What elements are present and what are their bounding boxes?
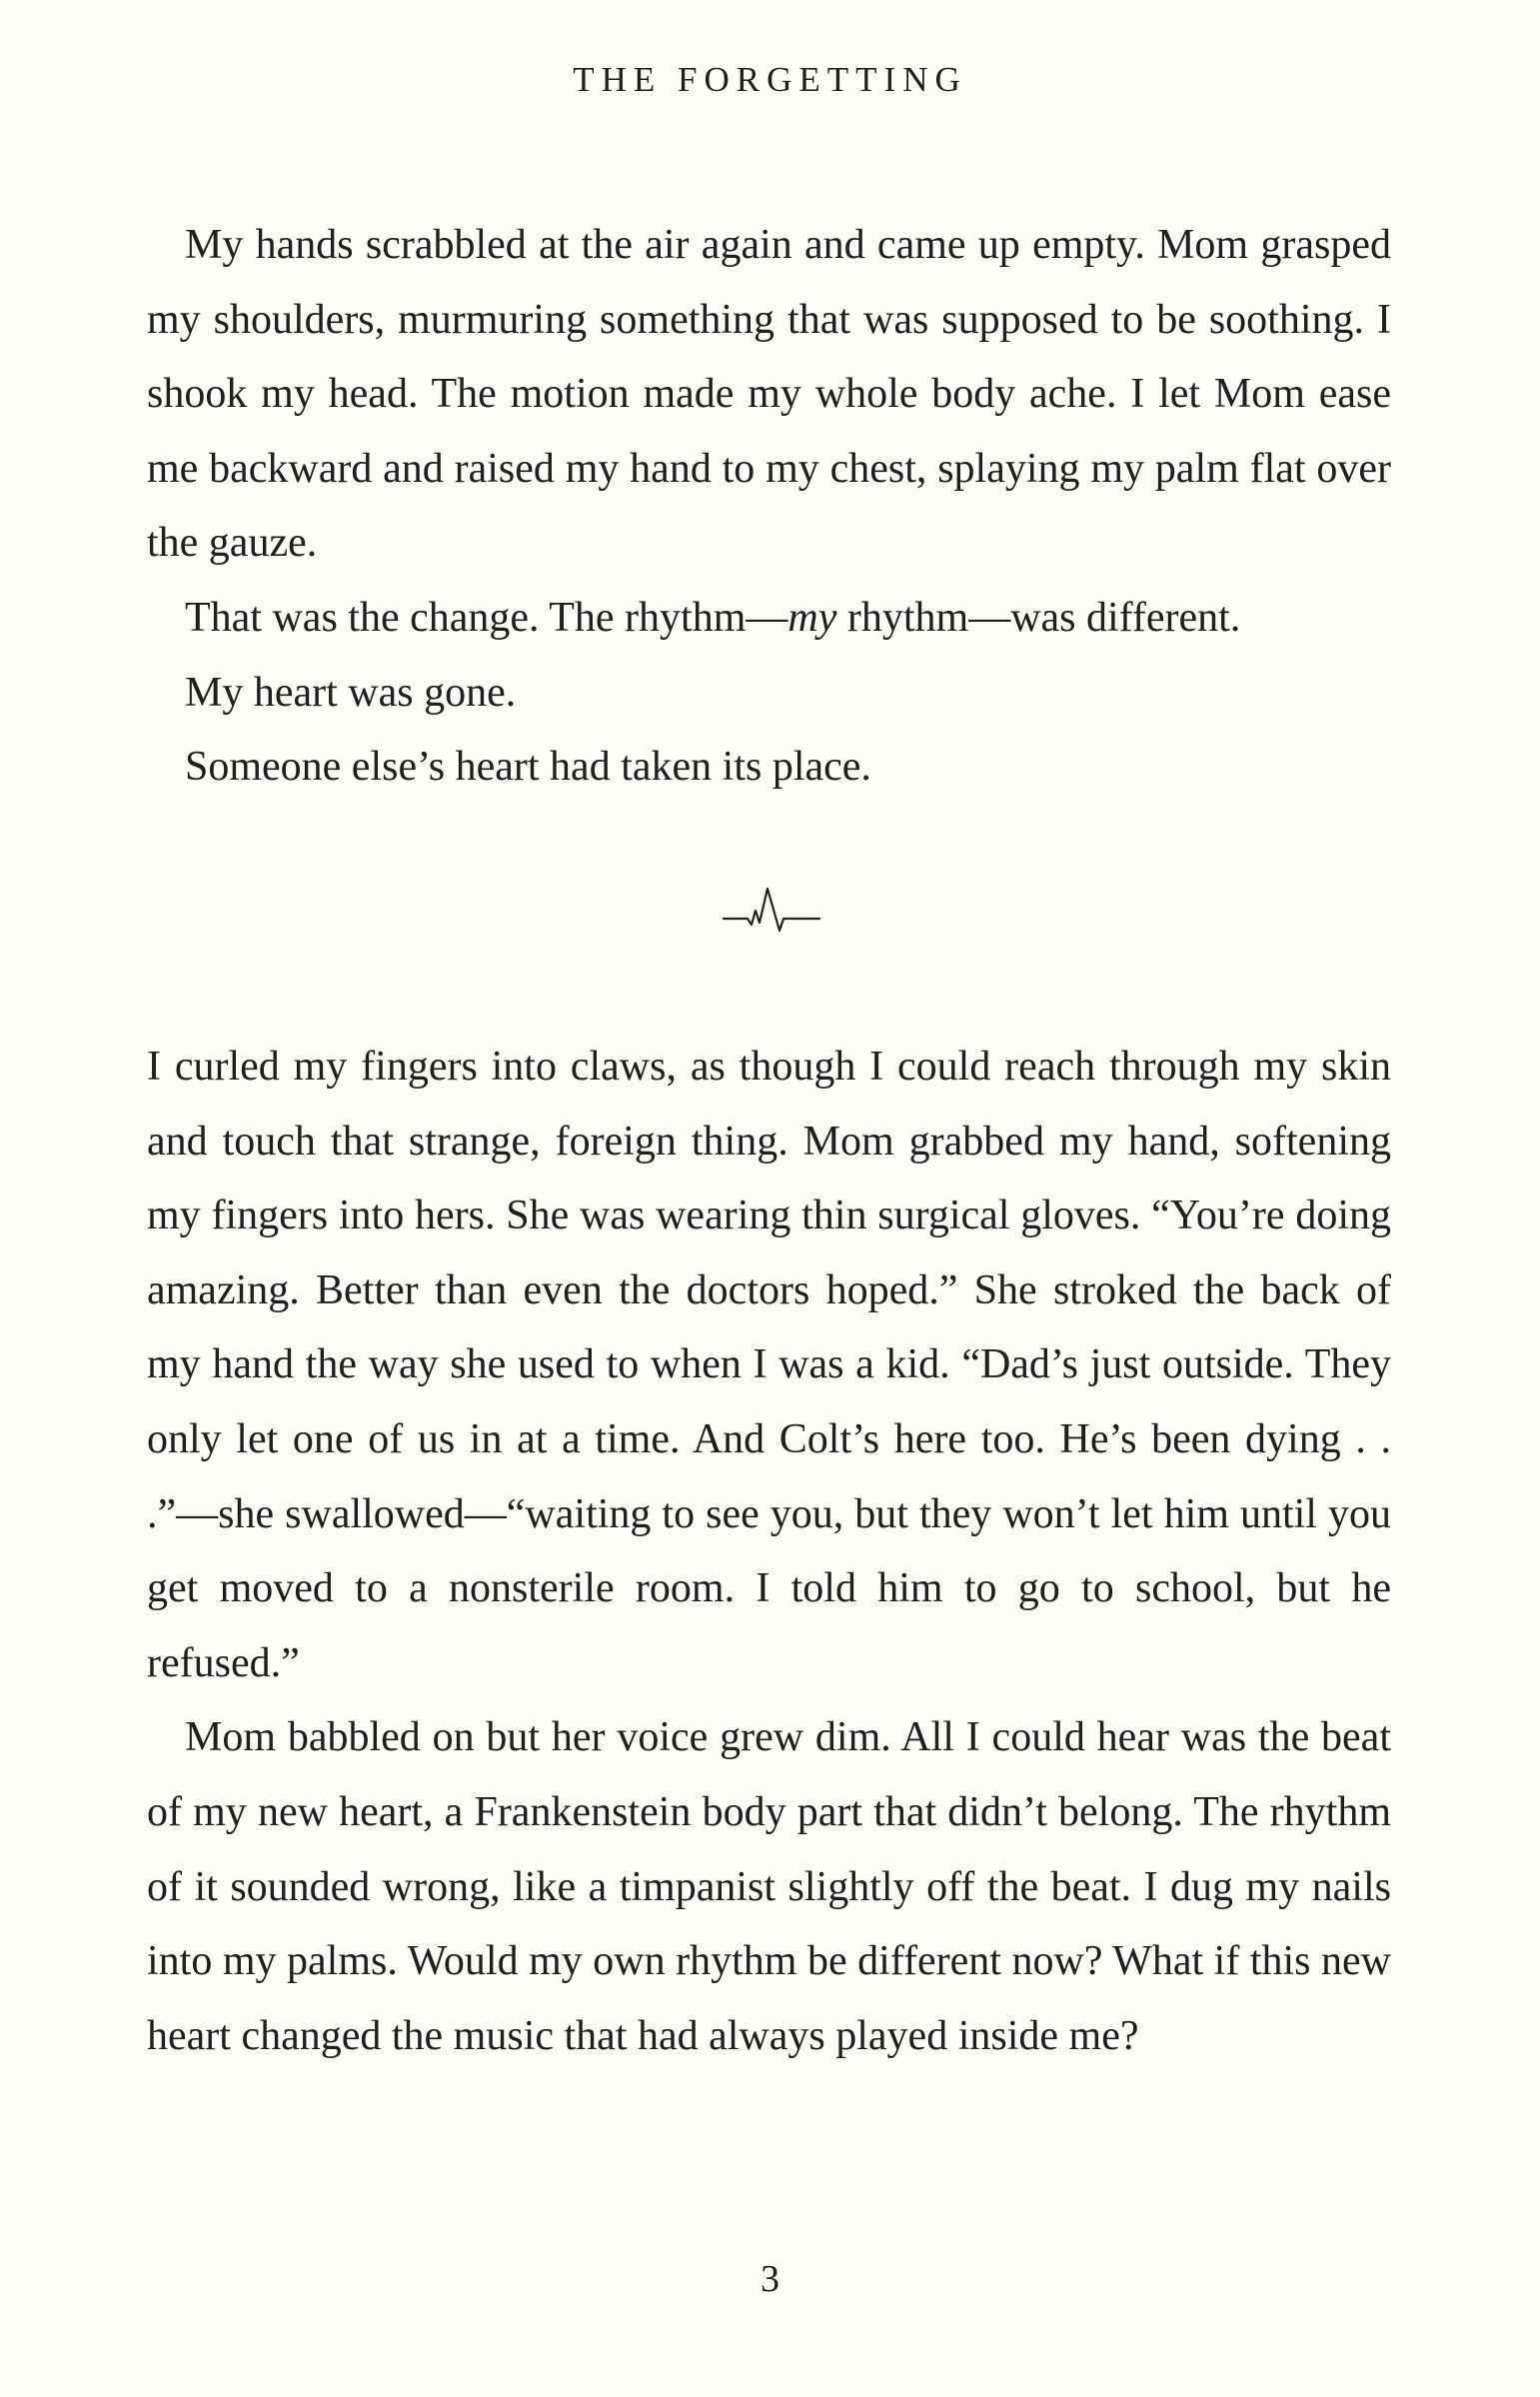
heartbeat-line-icon [722, 875, 821, 935]
paragraph [147, 581, 1391, 656]
emphasis: my [787, 594, 837, 641]
paragraph: My heart was gone. [185, 669, 517, 716]
paragraph: I curled my fingers into claws, as though I could reach through my skin and touch that strange, foreign thing. Mom grabbed my hand, softening my fingers into hers. She was wearing thin surgical gloves. “You’re doing amazing. Better than even the doctors hoped.” She stroked the back of my hand the way she used to when I was a kid. “Dad’s just outside. They only let one of us in at a time. And Colt’s here too. He’s been dying . . .”—she swallowed—“waiting to see you, but they won’t let him until you get moved to a nonsterile room. I told him to go to school, but he refused.” [147, 1044, 1391, 1686]
paragraph: Someone else’s heart had taken its place. [185, 744, 871, 791]
text-section-1 [147, 208, 1391, 805]
text-run: That was the change. The rhythm— [185, 594, 788, 641]
paragraph: Mom babbled on but her voice grew dim. All I could hear was the beat of my new heart, a Frankenstein body part that didn’t belong. The rhythm of it sounded wrong, like a timpanist slightly off the beat. I dug my nails into my palms. Would my own rhythm be different now? What if this new heart changed the music that had always played inside me? [147, 1714, 1391, 2059]
text-section-2 [147, 1030, 1391, 2073]
running-head: THE FORGETTING [573, 60, 967, 99]
paragraph: My hands scrabbled at the air again and came up empty. Mom grasped my shoulders, murmuring something that was supposed to be soothing. I shook my head. The motion made my whole body ache. I let Mom ease me backward and raised my hand to my chest, splaying my palm flat over the gauze. [147, 222, 1391, 567]
page-number: 3 [761, 2258, 779, 2300]
text-run: rhythm—was different. [836, 594, 1241, 641]
